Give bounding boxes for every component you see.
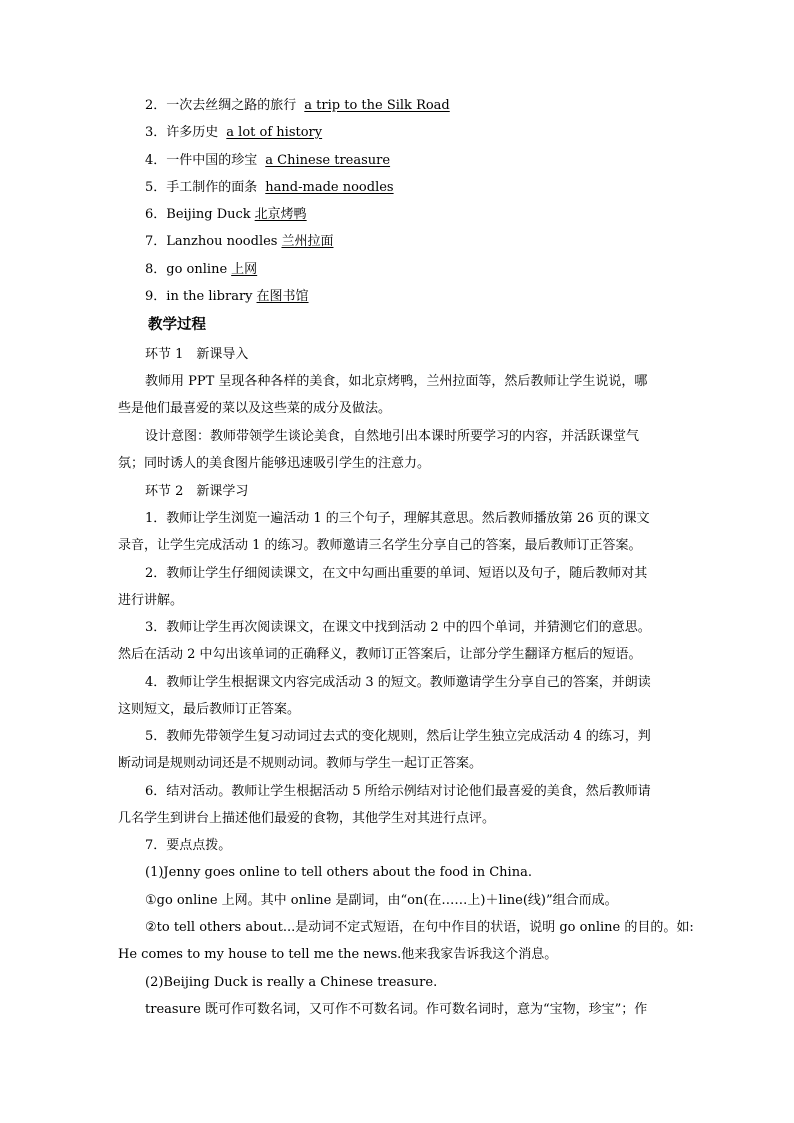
vocab-item: 4．一件中国的珍宝 a Chinese treasure — [145, 153, 391, 168]
explanation-line: ①go online 上网。其中 online 是副词，由“on(在……上)＋line(线)”组合而成。 — [145, 893, 618, 908]
step-item-line: 这则短文，最后教师订正答案。 — [118, 702, 301, 717]
paragraph-line: 设计意图：教师带领学生谈论美食，自然地引出本课时所要学习的内容，并活跃课堂气 — [145, 429, 640, 444]
step-item-line: 进行讲解。 — [118, 593, 184, 608]
step-item-line: 断动词是规则动词还是不规则动词。教师与学生一起订正答案。 — [118, 756, 483, 771]
vocab-item: 2．一次去丝绸之路的旅行 a trip to the Silk Road — [145, 98, 450, 113]
vocab-item: 9．in the library 在图书馆 — [145, 289, 309, 304]
step-item-line: 几名学生到讲台上描述他们最爱的食物，其他学生对其进行点评。 — [118, 811, 496, 826]
vocab-item: 7．Lanzhou noodles 兰州拉面 — [145, 234, 334, 249]
paragraph-line: 教师用 PPT 呈现各种各样的美食，如北京烤鸭，兰州拉面等，然后教师让学生说说，哪 — [145, 374, 648, 389]
step-item-line: 5．教师先带领学生复习动词过去式的变化规则，然后让学生独立完成活动 4 的练习，判 — [145, 729, 651, 744]
step-item-line: 7．要点点拨。 — [145, 838, 232, 853]
vocab-item: 8．go online 上网 — [145, 262, 258, 277]
example-sentence: (2)Beijing Duck is really a Chinese treasure. — [145, 975, 438, 990]
explanation-line: ②to tell others about...是动词不定式短语，在句中作目的状语，说明 go online 的目的。如: — [145, 920, 694, 935]
vocab-item: 6．Beijing Duck 北京烤鸭 — [145, 207, 307, 222]
step-item-line: 6．结对活动。教师让学生根据活动 5 所给示例结对讨论他们最喜爱的美食，然后教师请 — [145, 784, 651, 799]
step-item-line: 录音，让学生完成活动 1 的练习。教师邀请三名学生分享自己的答案，最后教师订正答案。 — [118, 538, 642, 553]
explanation-line: treasure 既可作可数名词，又可作不可数名词。作可数名词时，意为“宝物，珍宝”；作 — [145, 1002, 648, 1017]
vocab-item: 5．手工制作的面条 hand-made noodles — [145, 180, 394, 195]
step-item-line: 4．教师让学生根据课文内容完成活动 3 的短文。教师邀请学生分享自己的答案，并朗读 — [145, 675, 651, 690]
explanation-line: He comes to my house to tell me the news.他来我家告诉我这个消息。 — [118, 947, 558, 962]
section-title: 教学过程 — [148, 316, 206, 333]
paragraph-line: 些是他们最喜爱的菜以及这些菜的成分及做法。 — [118, 401, 392, 416]
example-sentence: (1)Jenny goes online to tell others about the food in China. — [145, 865, 532, 880]
paragraph-line: 氛；同时诱人的美食图片能够迅速吸引学生的注意力。 — [118, 456, 431, 471]
step-item-line: 然后在活动 2 中勾出该单词的正确释义，教师订正答案后，让部分学生翻译方框后的短语。 — [118, 647, 642, 662]
step1-title: 环节 1 新课导入 — [145, 347, 249, 362]
vocab-item: 3．许多历史 a lot of history — [145, 125, 323, 140]
step-item-line: 2．教师让学生仔细阅读课文，在文中勾画出重要的单词、短语以及句子，随后教师对其 — [145, 566, 648, 581]
step-item-line: 3．教师让学生再次阅读课文，在课文中找到活动 2 中的四个单词，并猜测它们的意思。 — [145, 620, 651, 635]
step2-title: 环节 2 新课学习 — [145, 484, 249, 499]
step-item-line: 1．教师让学生浏览一遍活动 1 的三个句子，理解其意思。然后教师播放第 26 页的课文 — [145, 511, 650, 526]
